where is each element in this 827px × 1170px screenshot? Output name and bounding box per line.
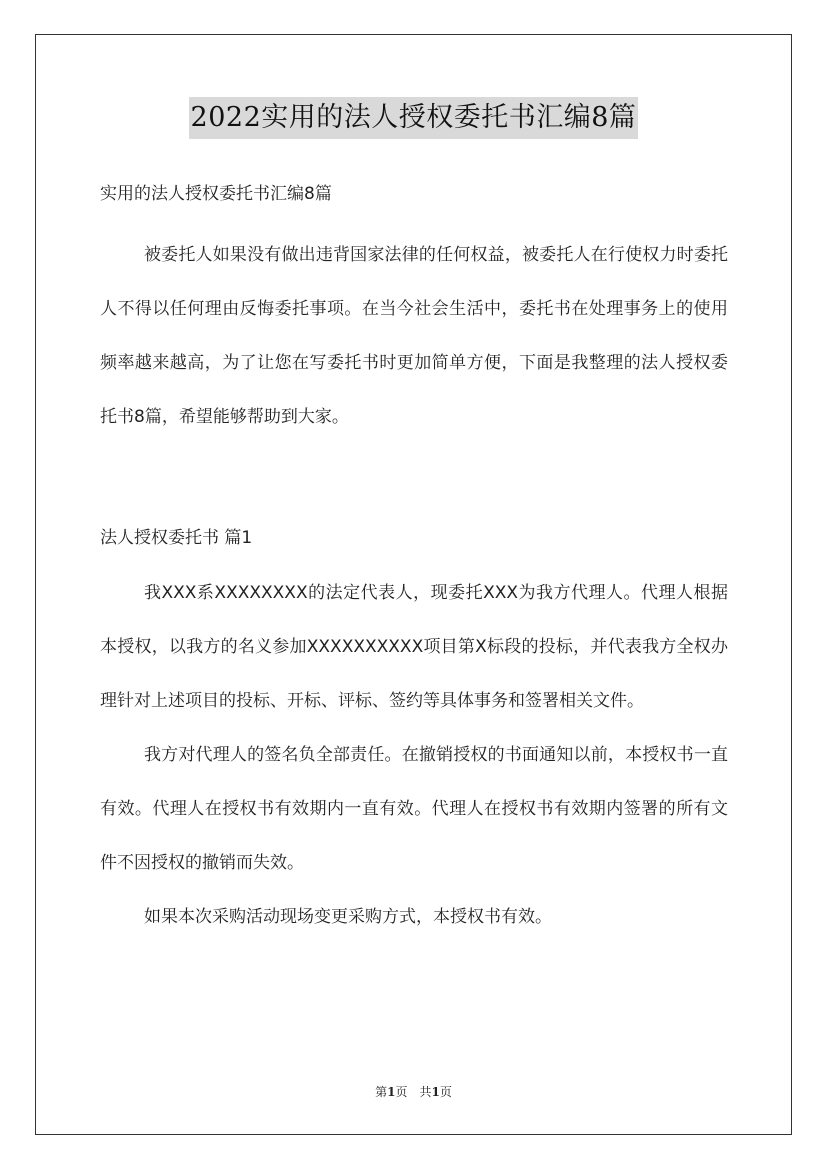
section-heading: 法人授权委托书 篇1 — [100, 528, 253, 548]
section-paragraph: 如果本次采购活动现场变更采购方式，本授权书有效。 — [144, 907, 552, 927]
page-suffix: 页 — [439, 1085, 452, 1099]
page-total: 1 — [431, 1085, 440, 1099]
document-subtitle: 实用的法人授权委托书汇编8篇 — [100, 184, 332, 204]
document-title: 2022实用的法人授权委托书汇编8篇 — [189, 97, 639, 139]
page-footer — [0, 1083, 827, 1100]
title-container — [0, 97, 827, 139]
document-body — [100, 172, 728, 944]
section-paragraph: 我方对代理人的签名负全部责任。在撤销授权的书面通知以前，本授权书一直有效。代理人在授权书有效期内一直有效。代理人在授权书有效期内签署的所有文件不因授权的撤销而失效。 — [100, 745, 728, 873]
section-paragraph: 我XXX系XXXXXXXX的法定代表人，现委托XXX为我方代理人。代理人根据本授权，以我方的名义参加XXXXXXXXXX项目第X标段的投标，并代表我方全权办理针对上述项目的投标、开标、评标、签约等具体事务和签署相关文件。 — [100, 583, 728, 711]
page-mid: 页 共 — [395, 1085, 432, 1099]
page-current: 1 — [387, 1085, 396, 1099]
page-prefix: 第 — [375, 1085, 388, 1099]
intro-paragraph: 被委托人如果没有做出违背国家法律的任何权益，被委托人在行使权力时委托人不得以任何理由反悔委托事项。在当今社会生活中，委托书在处理事务上的使用频率越来越高，为了让您在写委托书时更加简单方便，下面是我整理的法人授权委托书8篇，希望能够帮助到大家。 — [100, 245, 728, 427]
